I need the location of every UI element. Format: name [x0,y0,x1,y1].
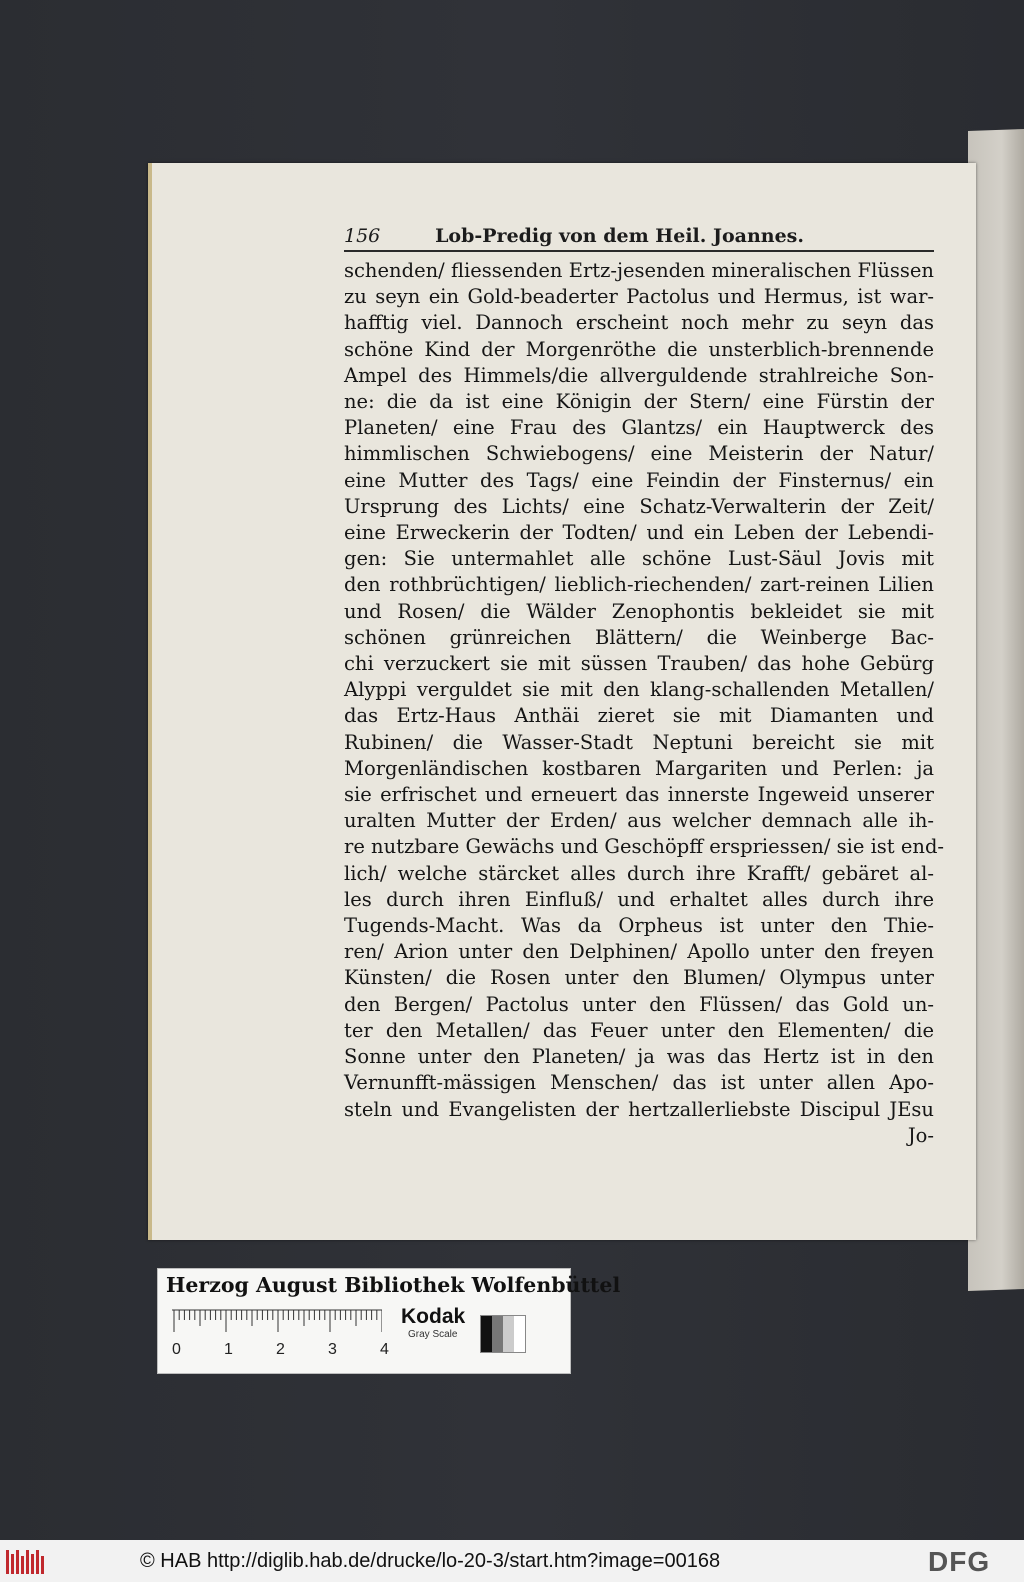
text-line: gen: Sie untermahlet alle schöne Lust-Säul Jovis mit [344,547,934,571]
text-line: lich/ welche stärcket alles durch ihre Krafft/ gebäret al- [344,861,934,885]
text-line: Künsten/ die Rosen unter den Blumen/ Olympus unter [344,966,934,990]
text-line: eine Mutter des Tags/ eine Feindin der Finsternus/ ein [344,468,934,492]
text-line: Planeten/ eine Frau des Glantzs/ ein Hauptwerck des [344,416,934,440]
library-label-card [157,1268,621,1374]
hab-logo-icon [6,1548,48,1576]
kodak-logo: Kodak [401,1305,466,1328]
text-line: les durch ihren Einfluß/ und erhaltet alles durch ihre [344,887,934,911]
text-line: eine Erweckerin der Todten/ und ein Leben der Lebendi- [344,521,934,545]
text-line: schönen grünreichen Blättern/ die Weinberge Bac- [344,625,934,649]
text-line: ren/ Arion unter den Delphinen/ Apollo unter den freyen [344,940,934,964]
next-page-edge [968,129,1024,1291]
library-name: Herzog August Bibliothek Wolfenbüttel [166,1273,621,1297]
measurement-ruler [172,1309,382,1333]
text-line: chi verzuckert sie mit süssen Trauben/ das hohe Gebürg [344,652,934,676]
text-line: den rothbrüchtigen/ lieblich-riechenden/ zart-reinen Lilien [344,573,934,597]
footer-bar [0,1540,1024,1582]
ruler-numbers [168,1341,398,1361]
text-line: Rubinen/ die Wasser-Stadt Neptuni bereicht sie mit [344,730,934,754]
catchword: Jo- [907,1123,934,1147]
dfg-logo: DFG [928,1546,991,1577]
text-line: Morgenländischen kostbaren Margariten und Perlen: ja [344,756,934,780]
ruler-number: 2 [276,1341,285,1358]
text-line: das Ertz-Haus Anthäi zieret sie mit Diamanten und [344,704,934,728]
text-line: sie erfrischet und erneuert das innerste Ingeweid unserer [344,783,934,807]
copyright-url: © HAB http://diglib.hab.de/drucke/lo-20-3/start.htm?image=00168 [140,1550,721,1572]
text-line: Vernunfft-mässigen Menschen/ das ist unter allen Apo- [344,1071,934,1095]
text-line: Ursprung des Lichts/ eine Schatz-Verwalterin der Zeit/ [344,494,934,518]
text-line: steln und Evangelisten der hertzallerliebste Discipul JEsu [344,1097,934,1121]
text-line: re nutzbare Gewächs und Geschöpff erspriessen/ sie ist end- [344,835,945,859]
book-page [148,163,976,1240]
text-line: Ampel des Himmels/die allverguldende strahlreiche Son- [344,363,934,387]
text-line: den Bergen/ Pactolus unter den Flüssen/ das Gold un- [344,992,934,1016]
ruler-number: 4 [380,1341,389,1358]
gray-scale-label: Gray Scale [408,1329,458,1340]
ruler-number: 3 [328,1341,337,1358]
body-text [344,258,945,1149]
text-line: und Rosen/ die Wälder Zenophontis bekleidet sie mit [344,599,934,623]
text-line: Alyppi verguldet sie mit den klang-schallenden Metallen/ [344,678,934,702]
page-number: 156 [344,225,381,247]
text-line: Sonne unter den Planeten/ ja was das Hertz ist in den [344,1045,934,1069]
ruler-number: 1 [224,1341,233,1358]
text-line: Tugends-Macht. Was da Orpheus ist unter den Thie- [344,914,934,938]
text-line: ter den Metallen/ das Feuer unter den Elementen/ die [344,1018,934,1042]
text-line: hafftig viel. Dannoch erscheint noch mehr zu seyn das [344,311,934,335]
text-line: schöne Kind der Morgenröthe die unsterblich-brennende [344,337,934,361]
text-line: ne: die da ist eine Königin der Stern/ eine Fürstin der [344,390,934,414]
ruler-number: 0 [172,1341,181,1358]
text-line: schenden/ fliessenden Ertz-jesenden mineralischen Flüssen [344,259,934,282]
running-title: Lob-Predig von dem Heil. Joannes. [435,225,804,247]
text-line: himmlischen Schwiebogens/ eine Meisterin der Natur/ [344,442,934,466]
text-line: uralten Mutter der Erden/ aus welcher demnach alle ih- [344,809,934,833]
page-content [344,225,945,1149]
gray-scale-chip [480,1315,526,1353]
text-line: zu seyn ein Gold-beaderter Pactolus und Hermus, ist war- [344,285,934,309]
running-head [344,225,934,252]
